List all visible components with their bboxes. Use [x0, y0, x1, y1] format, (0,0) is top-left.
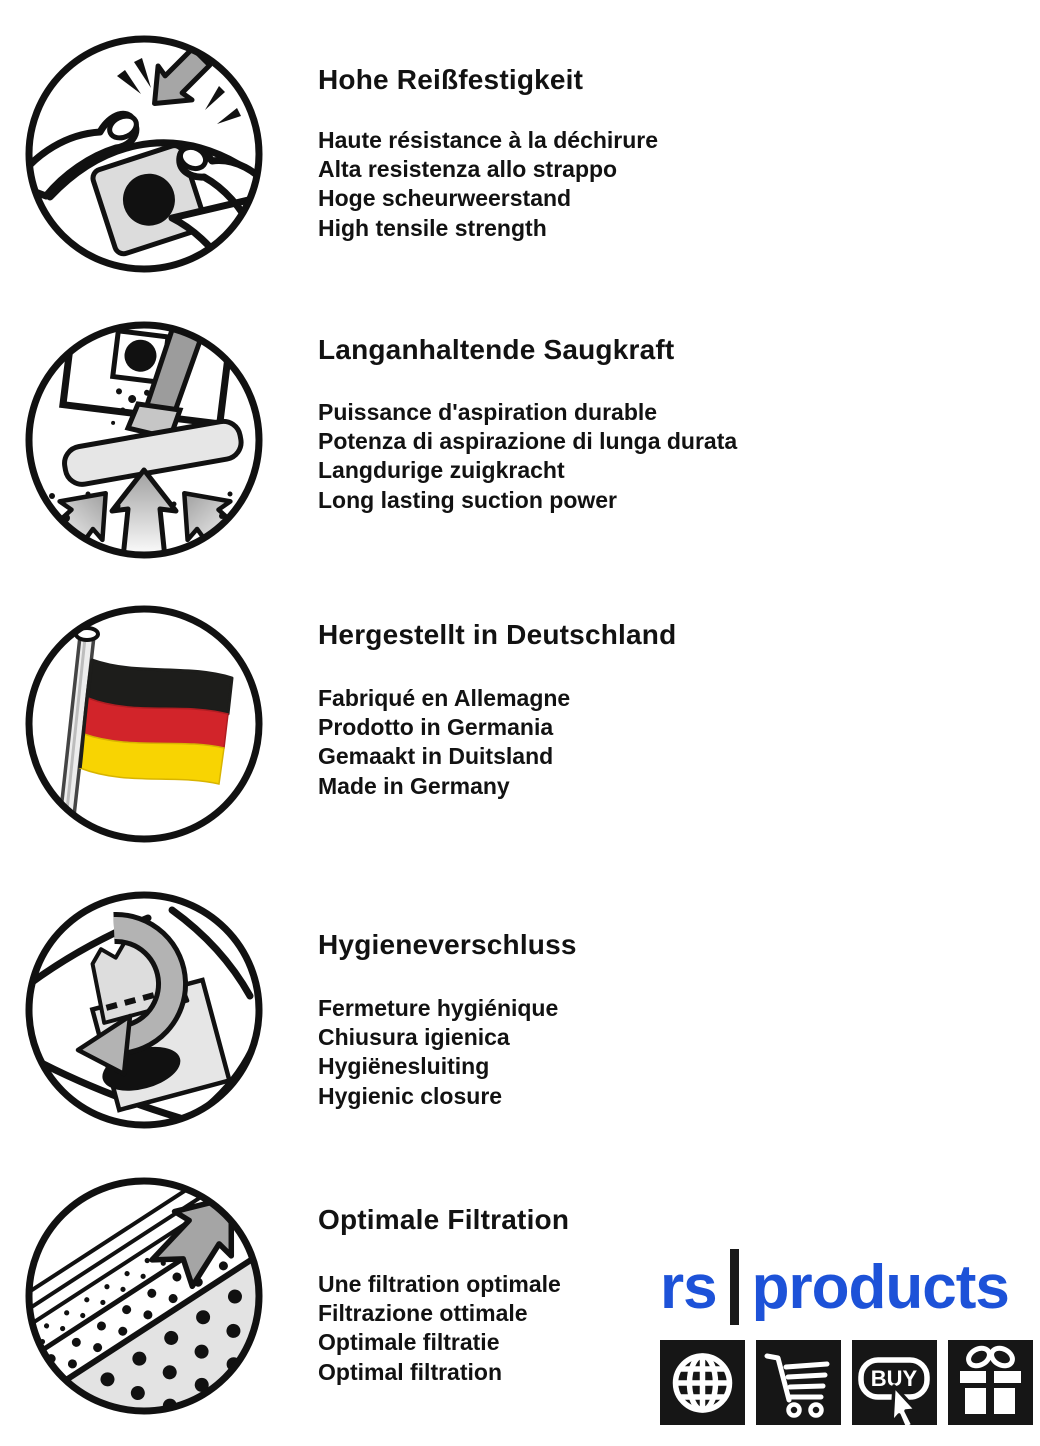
translation-line: Hygienic closure [318, 1082, 503, 1109]
translation-line: Chiusura igienica [318, 1024, 510, 1051]
feature-heading: Hohe Reißfestigkeit [318, 64, 584, 95]
translation-line: Langdurige zuigkracht [318, 457, 565, 484]
feature-translations [318, 398, 737, 515]
gift-icon [948, 1340, 1033, 1425]
translation-line: Prodotto in Germania [318, 714, 554, 741]
translation-line: High tensile strength [318, 214, 547, 241]
translation-line: Optimale filtratie [318, 1329, 500, 1356]
translation-line: Long lasting suction power [318, 486, 617, 513]
feature-translations [318, 684, 570, 801]
translation-line: Hygiënesluiting [318, 1053, 490, 1080]
brand-name-left: rs [660, 1252, 717, 1322]
translation-line: Gemaakt in Duitsland [318, 743, 554, 770]
translation-line: Filtrazione ottimale [318, 1300, 528, 1327]
feature-translations [318, 994, 558, 1111]
brand-logo [660, 1244, 1033, 1330]
feature-heading: Optimale Filtration [318, 1204, 570, 1235]
translation-line: Fabriqué en Allemagne [318, 685, 571, 711]
feature-translations [318, 1270, 561, 1387]
feature-heading: Hygieneverschluss [318, 929, 577, 960]
translation-line: Made in Germany [318, 772, 510, 799]
translation-line: Fermeture hygiénique [318, 995, 559, 1021]
shopping-cart-icon [756, 1340, 841, 1425]
feature-heading: Langanhaltende Saugkraft [318, 334, 675, 365]
globe-icon [660, 1340, 745, 1425]
brand-divider [730, 1249, 739, 1325]
brand-name-right: products [751, 1252, 1009, 1322]
tear-strength-icon [22, 32, 266, 276]
feature-heading: Hergestellt in Deutschland [318, 619, 677, 650]
translation-line: Une filtration optimale [318, 1271, 561, 1297]
buy-button-icon [852, 1340, 937, 1425]
translation-line: Haute résistance à la déchirure [318, 127, 659, 153]
suction-power-icon [22, 318, 266, 562]
translation-line: Puissance d'aspiration durable [318, 399, 658, 425]
filtration-icon [22, 1174, 266, 1418]
brand-icons [660, 1340, 1033, 1425]
translation-line: Potenza di aspirazione di lunga durata [318, 428, 738, 455]
germany-flag-icon [22, 602, 266, 846]
translation-line: Hoge scheurweerstand [318, 185, 572, 212]
translation-line: Alta resistenza allo strappo [318, 156, 618, 183]
brand-block [660, 1244, 1033, 1425]
feature-translations [318, 126, 658, 243]
translation-line: Optimal filtration [318, 1358, 502, 1385]
buy-label: BUY [870, 1366, 918, 1391]
hygiene-closure-icon [22, 888, 266, 1132]
